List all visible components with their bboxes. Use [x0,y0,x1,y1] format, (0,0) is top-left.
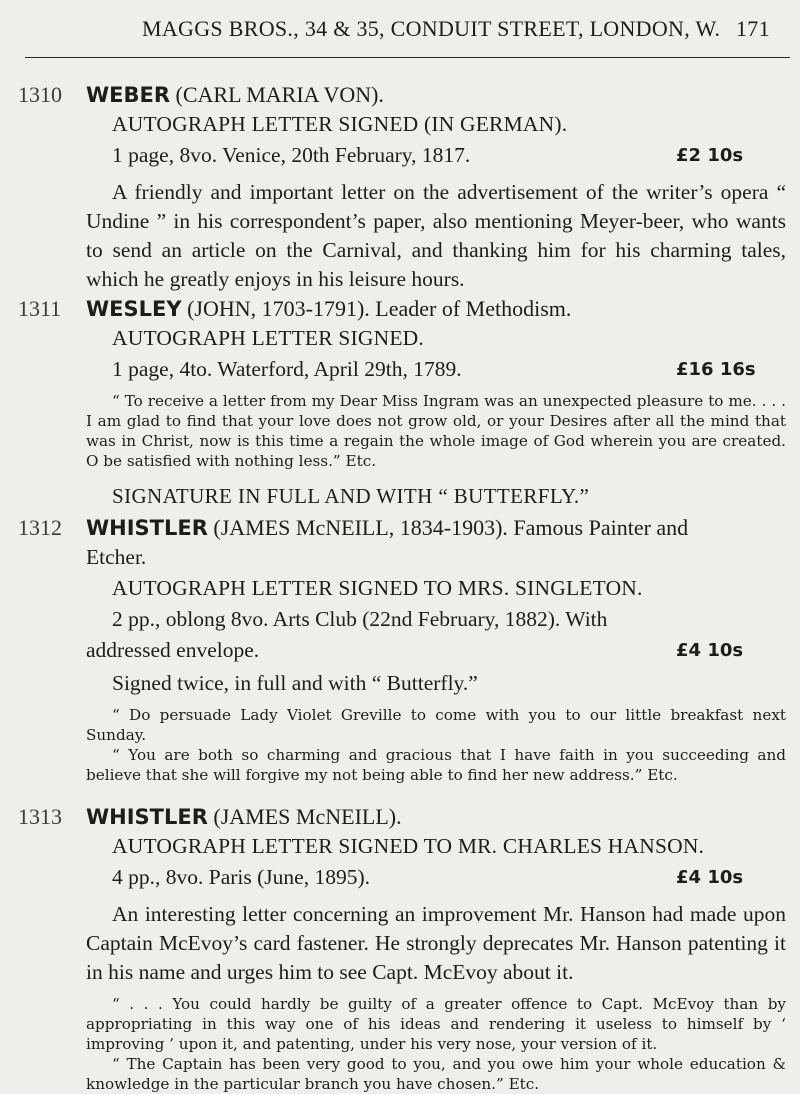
signature-note: SIGNATURE IN FULL AND WITH “ BUTTERFLY.” [112,484,590,508]
item-details: 1 page, 4to. Waterford, April 29th, 1789. [112,357,462,381]
entry-heading [86,804,402,830]
item-details: 1 page, 8vo. Venice, 20th February, 1817. [112,143,471,167]
running-title: MAGGS BROS., 34 & 35, CONDUIT STREET, LONDON, W. [142,16,721,41]
page-header [0,14,800,50]
lot-number: 1312 [18,515,62,540]
lot-number: 1311 [18,296,62,321]
letter-quote: “ Do persuade Lady Violet Greville to come with you to our little breakfast next Sunday. [86,706,786,744]
author-surname: WHISTLER [86,516,208,540]
entry-heading [86,296,571,322]
item-details-continued: addressed envelope. [86,638,260,662]
author-details-continued: Etcher. [86,545,147,569]
price: £16 16s [676,359,756,380]
lot-number: 1310 [18,82,62,107]
item-title: AUTOGRAPH LETTER SIGNED. [112,326,424,350]
lot-number: 1313 [18,804,62,829]
author-details: (JOHN, 1703-1791). Leader of Methodism. [181,296,572,321]
header-rule [25,57,790,58]
letter-quote-continued: “ You are both so charming and gracious that I have faith in you succeeding and believe that she will forgive my not being able to find her new address.” Etc. [86,746,786,784]
author-surname: WEBER [86,83,171,107]
author-surname: WESLEY [86,297,182,321]
item-details: 4 pp., 8vo. Paris (June, 1895). [112,865,370,889]
price: £2 10s [676,145,744,166]
item-description: An interesting letter concerning an improvement Mr. Hanson had made upon Captain McEvoy’s card fastener. He strongly deprecates Mr. Hanson patenting it in his name and urges him to see Capt. McEvoy about it. [86,902,786,984]
letter-quote-continued: “ The Captain has been very good to you, and you owe him your whole education & knowledge in the particular branch you have chosen.” Etc. [86,1055,786,1093]
price: £4 10s [676,640,744,661]
letter-quote: “ . . . You could hardly be guilty of a greater offence to Capt. McEvoy than by appropriating in this way one of his ideas and rendering it useless to himself by ‘ improving ’ upon it, and patenting, under his very nose, your version of it. [86,995,786,1053]
item-note: Signed twice, in full and with “ Butterfly.” [112,671,478,695]
author-details: (JAMES McNEILL, 1834-1903). Famous Painter and [207,515,689,540]
item-details: 2 pp., oblong 8vo. Arts Club (22nd February, 1882). With [112,607,608,631]
letter-quote: “ To receive a letter from my Dear Miss Ingram was an unexpected pleasure to me. . . . I am glad to find that your love does not grow old, or your Desires after all the mind that was in Christ, now is this time a regain the whole image of God wherein you are created. O be satisfied with nothing less.” Etc. [86,392,786,470]
item-title: AUTOGRAPH LETTER SIGNED (IN GERMAN). [112,112,568,136]
item-title: AUTOGRAPH LETTER SIGNED TO MRS. SINGLETON. [112,576,643,600]
entry-heading [86,82,384,108]
entry-heading [86,515,688,541]
item-description: A friendly and important letter on the advertisement of the writer’s opera “ Undine ” in his correspondent’s paper, also mentioning Meyer-beer, who wants to send an article on the Carnival, and thanking him for his charming tales, which he greatly enjoys in his leisure hours. [86,180,786,291]
author-details: (CARL MARIA VON). [170,82,384,107]
author-details: (JAMES McNEILL). [207,804,402,829]
page-number: 171 [736,16,770,41]
author-surname: WHISTLER [86,805,208,829]
item-title: AUTOGRAPH LETTER SIGNED TO MR. CHARLES HANSON. [112,834,705,858]
price: £4 10s [676,867,744,888]
